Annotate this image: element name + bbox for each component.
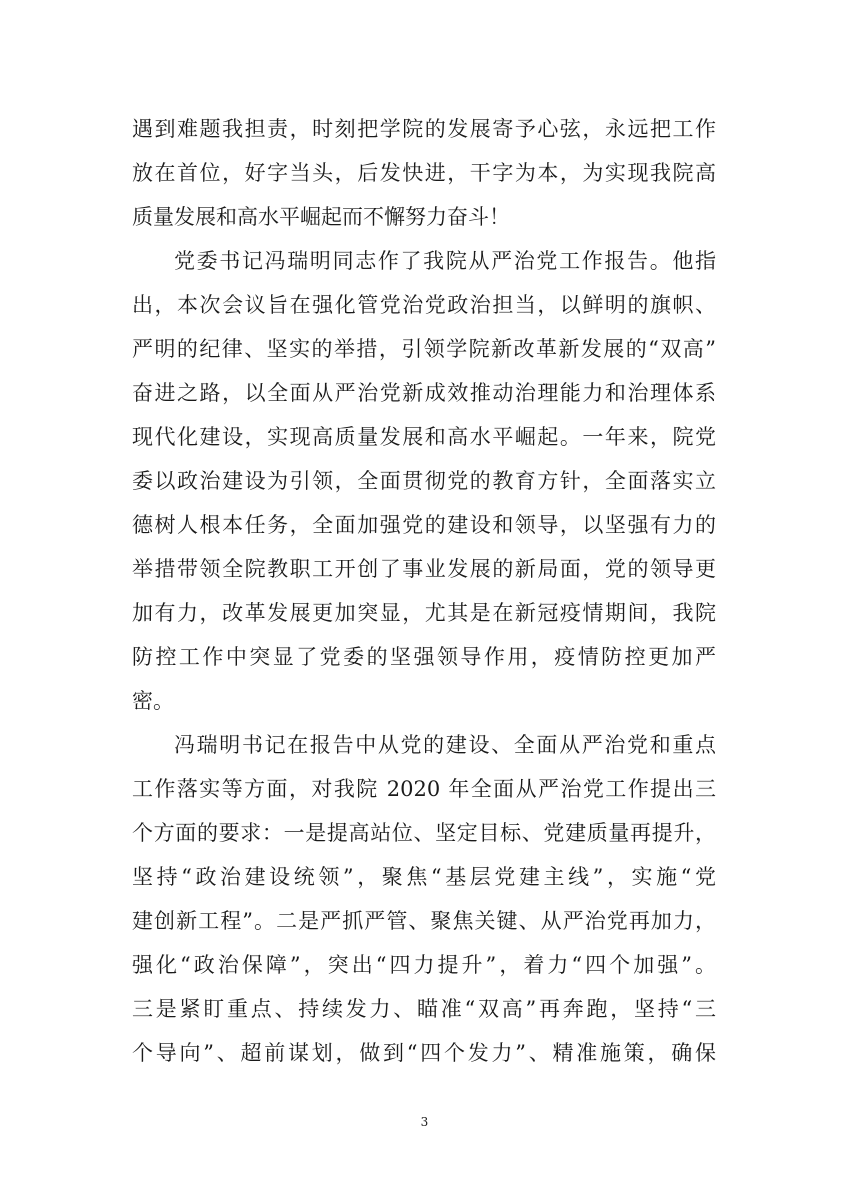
text-line: 个导向”、超前谋划，做到“四个发力”、精准施策，确保 — [132, 1041, 716, 1065]
text-line: 德树人根本任务，全面加强党的建设和领导，以坚强有力的 — [132, 513, 716, 537]
text-line: 坚持“政治建设统领”，聚焦“基层党建主线”，实施“党 — [132, 865, 716, 889]
text-line: 遇到难题我担责，时刻把学院的发展寄予心弦，永远把工作 — [132, 117, 716, 141]
text-line: 冯瑞明书记在报告中从党的建设、全面从严治党和重点 — [174, 733, 716, 757]
page-number: 3 — [420, 1115, 429, 1129]
text-line: 举措带领全院教职工开创了事业发展的新局面，党的领导更 — [132, 557, 716, 581]
text-line: 个方面的要求：一是提高站位、坚定目标、党建质量再提升， — [132, 821, 716, 845]
text-line: 出，本次会议旨在强化管党治党政治担当，以鲜明的旗帜、 — [132, 293, 716, 317]
text-line: 放在首位，好字当头，后发快进，干字为本，为实现我院高 — [132, 161, 716, 185]
text-line: 委以政治建设为引领，全面贯彻党的教育方针，全面落实立 — [132, 469, 716, 493]
text-line: 强化“政治保障”，突出“四力提升”，着力“四个加强”。 — [132, 953, 716, 977]
text-line: 三是紧盯重点、持续发力、瞄准“双高”再奔跑，坚持“三 — [132, 997, 716, 1021]
text-line: 密。 — [132, 689, 174, 713]
text-line: 建创新工程”。二是严抓严管、聚焦关键、从严治党再加力， — [132, 909, 716, 933]
text-line: 严明的纪律、坚实的举措，引领学院新改革新发展的“双高” — [132, 337, 716, 361]
text-line: 奋进之路，以全面从严治党新成效推动治理能力和治理体系 — [132, 381, 716, 405]
text-line: 防控工作中突显了党委的坚强领导作用，疫情防控更加严 — [132, 645, 716, 669]
text-line: 质量发展和高水平崛起而不懈努力奋斗！ — [132, 205, 510, 229]
text-line: 党委书记冯瑞明同志作了我院从严治党工作报告。他指 — [174, 249, 716, 273]
text-line: 工作落实等方面，对我院 2020 年全面从严治党工作提出三 — [132, 777, 716, 801]
text-line: 现代化建设，实现高质量发展和高水平崛起。一年来，院党 — [132, 425, 716, 449]
text-line: 加有力，改革发展更加突显，尤其是在新冠疫情期间，我院 — [132, 601, 716, 625]
